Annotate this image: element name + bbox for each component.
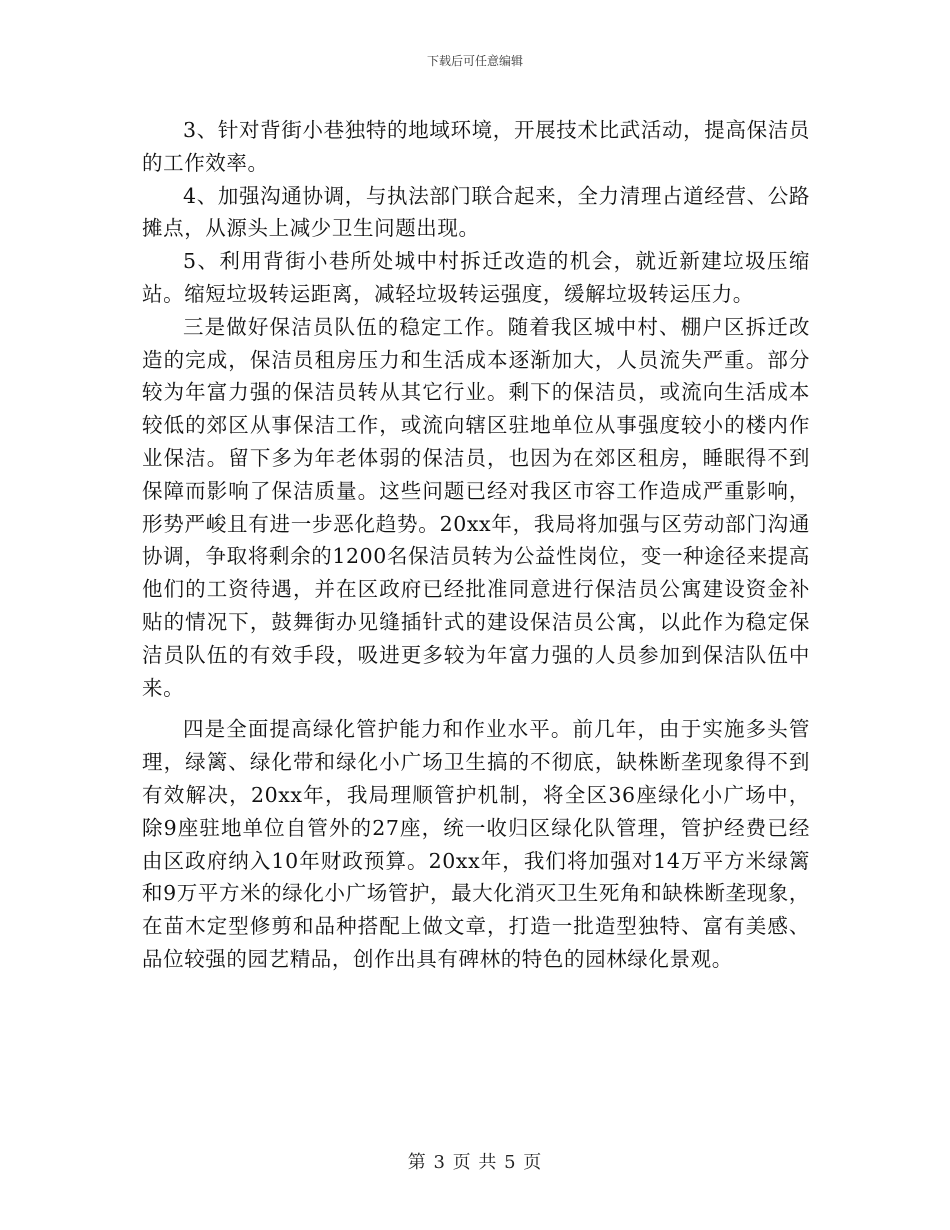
paragraph-item-4: 4、加强沟通协调，与执法部门联合起来，全力清理占道经营、公路摊点，从源头上减少卫生问题出现。 xyxy=(142,183,810,241)
document-body xyxy=(142,114,810,976)
paragraph-section-three: 三是做好保洁员队伍的稳定工作。随着我区城中村、棚户区拆迁改造的完成，保洁员租房压力和生活成本逐渐加大，人员流失严重。部分较为年富力强的保洁员转从其它行业。剩下的保洁员，或流向生活成本较低的郊区从事保洁工作，或流向辖区驻地单位从事强度较小的楼内作业保洁。留下多为年老体弱的保洁员，也因为在郊区租房，睡眠得不到保障而影响了保洁质量。这些问题已经对我区市容工作造成严重影响，形势严峻且有进一步恶化趋势。20xx年，我局将加强与区劳动部门沟通协调，争取将剩余的1200名保洁员转为公益性岗位，变一种途径来提高他们的工资待遇，并在区政府已经批准同意进行保洁员公寓建设资金补贴的情况下，鼓舞街办见缝插针式的建设保洁员公寓，以此作为稳定保洁员队伍的有效手段，吸进更多较为年富力强的人员参加到保洁队伍中来。 xyxy=(142,314,810,700)
page-number-footer: 第 3 页 共 5 页 xyxy=(407,1152,543,1173)
page-header-note: 下载后可任意编辑 xyxy=(426,54,523,68)
paragraph-item-5: 5、利用背街小巷所处城中村拆迁改造的机会，就近新建垃圾压缩站。缩短垃圾转运距离，减轻垃圾转运强度，缓解垃圾转运压力。 xyxy=(142,249,810,306)
paragraph-item-3: 3、针对背街小巷独特的地域环境，开展技术比武活动，提高保洁员的工作效率。 xyxy=(142,118,810,175)
paragraph-section-four: 四是全面提高绿化管护能力和作业水平。前几年，由于实施多头管理，绿篱、绿化带和绿化小广场卫生搞的不彻底，缺株断垄现象得不到有效解决，20xx年，我局理顺管护机制，将全区36座绿化小广场中，除9座驻地单位自管外的27座，统一收归区绿化队管理，管护经费已经由区政府纳入10年财政预算。20xx年，我们将加强对14万平方米绿篱和9万平方米的绿化小广场管护，最大化消灭卫生死角和缺株断垄现象，在苗木定型修剪和品种搭配上做文章，打造一批造型独特、富有美感、品位较强的园艺精品，创作出具有碑林的特色的园林绿化景观。 xyxy=(142,717,810,971)
